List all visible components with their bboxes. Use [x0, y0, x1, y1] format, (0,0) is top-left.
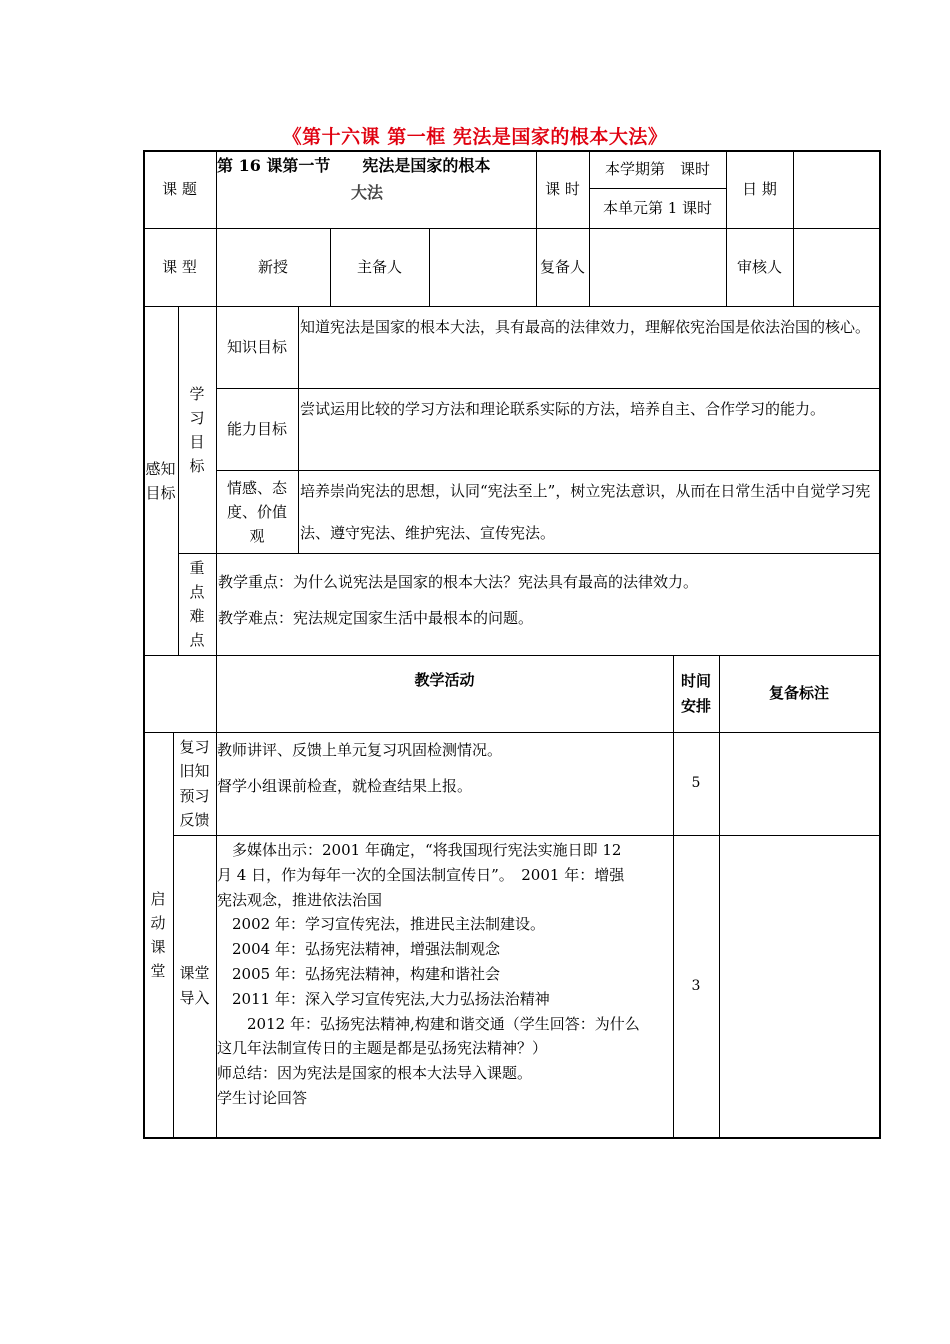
document-title: 《第十六课 第一框 宪法是国家的根本大法》 [282, 126, 668, 148]
topic-line-2: 大法 [351, 183, 384, 202]
row-divider-8 [173, 835, 881, 836]
topic-line-1: 第 16 课第一节 宪法是国家的根本 [217, 156, 491, 175]
intro-text [217, 838, 673, 1111]
main-preparer-label: 主备人 [356, 257, 402, 276]
intro-line: 2012 年：弘扬宪法精神,构建和谐交通（学生回答：为什么 [217, 1014, 640, 1033]
hours-label: 课 时 [545, 179, 580, 198]
emotion-goal-label-text: 情感、态度、价值观 [226, 478, 287, 545]
intro-line: 师总结：因为宪法是国家的根本大法导入课题。 [217, 1064, 533, 1083]
intro-line: 2005 年：弘扬宪法精神，构建和谐社会 [217, 964, 500, 983]
table-bottom-border [143, 1137, 881, 1139]
hours-semester: 本学期第 课时 [604, 159, 710, 178]
type-label: 课 型 [162, 257, 197, 276]
emotion-goal-text: 培养崇尚宪法的思想，认同“宪法至上”，树立宪法意识，从而在日常生活中自觉学习宪法、遵守宪法、维护宪法、宣传宪法。 [300, 482, 871, 542]
learning-goals-label [178, 306, 216, 553]
intro-line: 2002 年：学习宣传宪法，推进民主法制建设。 [217, 915, 545, 934]
hours-unit: 本单元第 1 课时 [602, 199, 713, 217]
type-value: 新授 [257, 257, 288, 276]
lesson-plan-table [143, 150, 881, 1139]
review-preparer-label: 复备人 [539, 257, 585, 276]
key-difficult-label [178, 553, 216, 655]
intro-line: 学生讨论回答 [217, 1088, 308, 1107]
knowledge-goal-text: 知道宪法是国家的根本大法，具有最高的法律效力，理解依宪治国是依法治国的核心。 [300, 318, 871, 336]
start-section-label [143, 732, 173, 1137]
date-label: 日 期 [742, 179, 777, 198]
difficult-point-text: 教学难点：宪法规定国家生活中最根本的问题。 [218, 609, 534, 627]
review-time: 5 [691, 775, 701, 791]
key-difficult-label-text: 重点难点 [189, 559, 205, 649]
auditor-label: 审核人 [736, 257, 782, 276]
key-point-text: 教学重点：为什么说宪法是国家的根本大法？宪法具有最高的法律效力。 [218, 573, 699, 591]
start-section-text: 启动课堂 [150, 889, 166, 980]
topic-label: 课 题 [162, 179, 197, 198]
activity-header: 教学活动 [414, 671, 475, 689]
intro-line: 多媒体出示：2001 年确定，“将我国现行宪法实施日即 12 [217, 841, 622, 859]
intro-line: 2004 年：弘扬宪法精神，增强法制观念 [217, 940, 500, 959]
col-date-value-left [793, 150, 794, 306]
time-header [673, 655, 719, 732]
intro-line: 月 4 日，作为每年一次的全国法制宣传日”。 2001 年：增强 [217, 865, 625, 884]
knowledge-goal-label: 知识目标 [226, 337, 287, 356]
intro-line: 宪法观念，推进依法治国 [217, 890, 383, 909]
table-right-border [879, 150, 881, 1139]
goals-section-text: 感知目标 [145, 459, 176, 502]
intro-label-text: 课堂导入 [179, 964, 210, 1007]
goals-section-label [143, 306, 178, 655]
review-label-text: 复习旧知预习反馈 [179, 737, 210, 829]
review-label [173, 732, 216, 835]
topic-value [217, 152, 535, 228]
review-line-2: 督学小组课前检查，就检查结果上报。 [217, 777, 473, 795]
intro-label [173, 835, 216, 1137]
col-activity-left [216, 655, 217, 732]
col-goals-text-left [298, 306, 299, 553]
intro-time: 3 [691, 977, 701, 994]
notes-header: 复备标注 [768, 684, 829, 702]
ability-goal-text: 尝试运用比较的学习方法和理论联系实际的方法，培养自主、合作学习的能力。 [300, 400, 826, 418]
review-line-1: 教师讲评、反馈上单元复习巩固检测情况。 [217, 741, 503, 759]
ability-goal-label: 能力目标 [226, 419, 287, 438]
learning-goals-text: 学习目标 [189, 384, 205, 475]
col-main-value-left [429, 228, 430, 306]
intro-line: 2011 年：深入学习宣传宪法,大力弘扬法治精神 [217, 989, 550, 1008]
time-header-text: 时间安排 [680, 671, 711, 715]
emotion-goal-label [216, 470, 298, 553]
intro-line: 这几年法制宣传日的主题是都是弘扬宪法精神？） [217, 1039, 548, 1058]
